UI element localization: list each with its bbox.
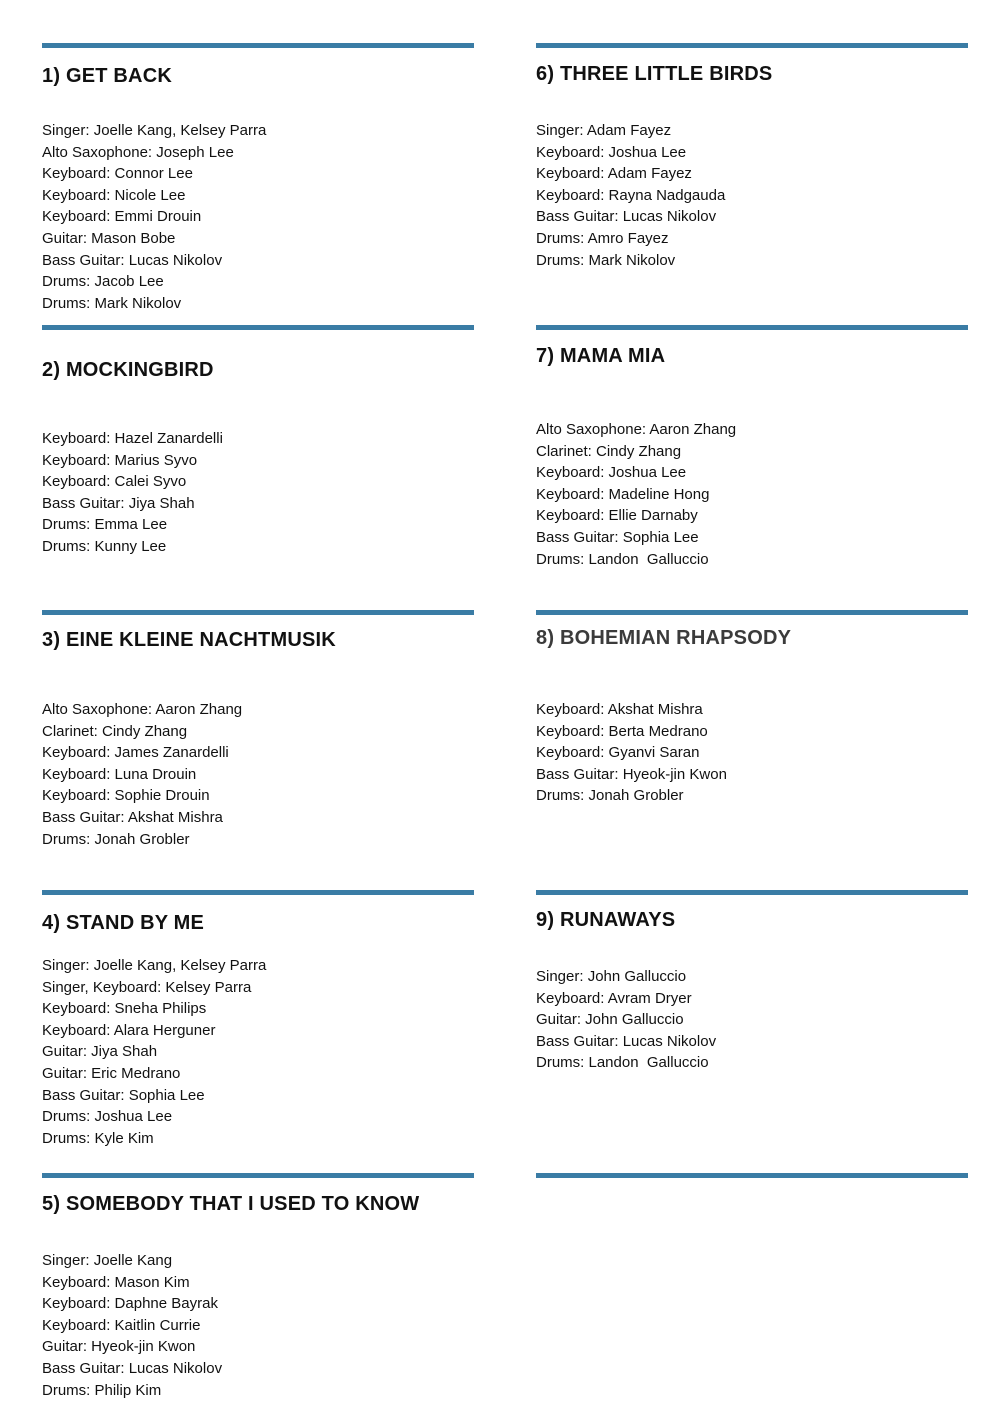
section-divider: [42, 43, 474, 48]
member-line: Bass Guitar: Sophia Lee: [536, 528, 699, 546]
section-divider: [536, 610, 968, 615]
song-title: 3) EINE KLEINE NACHTMUSIK: [42, 629, 336, 651]
song-section-1: [42, 43, 474, 312]
member-line: Drums: Joshua Lee: [42, 1108, 173, 1126]
member-line: Singer: Joelle Kang, Kelsey Parra: [42, 957, 267, 974]
member-line: Drums: Jonah Grobler: [42, 830, 190, 848]
section-divider: [42, 890, 474, 895]
member-line: Keyboard: Connor Lee: [42, 165, 193, 183]
member-list: [42, 120, 266, 314]
member-line: Alto Saxophone: Joseph Lee: [42, 143, 234, 161]
empty-section: [536, 1173, 968, 1178]
member-line: Drums: Jacob Lee: [42, 273, 164, 291]
member-line: Keyboard: Berta Medrano: [536, 722, 708, 740]
member-line: Clarinet: Cindy Zhang: [42, 722, 188, 740]
member-line: Bass Guitar: Lucas Nikolov: [536, 208, 717, 226]
member-line: Keyboard: Emmi Drouin: [42, 208, 202, 226]
member-list: [536, 120, 725, 271]
member-line: Keyboard: Sophie Drouin: [42, 787, 210, 805]
member-list: [42, 699, 242, 850]
member-line: Bass Guitar: Lucas Nikolov: [536, 1032, 717, 1050]
member-line: Drums: Jonah Grobler: [536, 787, 684, 805]
member-line: Drums: Amro Fayez: [536, 229, 669, 247]
song-title: 1) GET BACK: [42, 65, 172, 87]
member-line: Keyboard: Marius Syvo: [42, 451, 198, 469]
member-line: Keyboard: Rayna Nadgauda: [536, 186, 726, 204]
member-line: Keyboard: Gyanvi Saran: [536, 744, 700, 762]
member-line: Singer: Adam Fayez: [536, 122, 672, 139]
member-line: Keyboard: Alara Herguner: [42, 1021, 216, 1039]
member-list: [42, 955, 266, 1149]
member-line: Singer: John Galluccio: [536, 968, 687, 985]
member-list: [42, 428, 223, 558]
member-line: Guitar: John Galluccio: [536, 1011, 684, 1029]
member-line: Drums: Kyle Kim: [42, 1129, 154, 1147]
member-line: Keyboard: Madeline Hong: [536, 485, 710, 503]
member-line: Keyboard: Daphne Bayrak: [42, 1295, 218, 1313]
member-line: Bass Guitar: Lucas Nikolov: [42, 251, 223, 269]
member-line: Keyboard: Ellie Darnaby: [536, 507, 698, 525]
member-line: Singer, Keyboard: Kelsey Parra: [42, 978, 252, 996]
member-line: Bass Guitar: Akshat Mishra: [42, 808, 223, 826]
member-line: Keyboard: Mason Kim: [42, 1273, 190, 1291]
member-line: Drums: Mark Nikolov: [42, 294, 182, 312]
member-line: Singer: Joelle Kang: [42, 1252, 173, 1269]
member-list: [42, 1250, 222, 1401]
song-title: 6) THREE LITTLE BIRDS: [536, 63, 773, 85]
song-title: 5) SOMEBODY THAT I USED TO KNOW: [42, 1193, 420, 1215]
section-divider: [42, 325, 474, 330]
member-line: Keyboard: Nicole Lee: [42, 186, 186, 204]
member-line: Guitar: Hyeok-jin Kwon: [42, 1338, 196, 1356]
song-title: 2) MOCKINGBIRD: [42, 359, 214, 381]
section-divider: [536, 890, 968, 895]
section-divider: [536, 1173, 968, 1178]
song-section-5: [42, 1173, 474, 1399]
member-line: Alto Saxophone: Aaron Zhang: [42, 701, 243, 718]
member-line: Bass Guitar: Sophia Lee: [42, 1086, 205, 1104]
member-line: Singer: Joelle Kang, Kelsey Parra: [42, 122, 267, 139]
member-line: Keyboard: Luna Drouin: [42, 765, 197, 783]
song-title: 7) MAMA MIA: [536, 345, 666, 367]
member-line: Bass Guitar: Lucas Nikolov: [42, 1359, 223, 1377]
member-line: Drums: Emma Lee: [42, 516, 168, 534]
member-line: Keyboard: Adam Fayez: [536, 165, 692, 183]
song-title: 4) STAND BY ME: [42, 912, 205, 934]
song-title: 9) RUNAWAYS: [536, 909, 676, 931]
song-section-2: [42, 325, 474, 555]
member-line: Drums: Kunny Lee: [42, 537, 167, 555]
member-line: Drums: Philip Kim: [42, 1381, 162, 1399]
member-line: Drums: Landon Galluccio: [536, 550, 709, 568]
member-line: Bass Guitar: Jiya Shah: [42, 494, 195, 512]
song-section-6: [536, 43, 968, 269]
member-list: [536, 966, 716, 1074]
member-line: Bass Guitar: Hyeok-jin Kwon: [536, 765, 727, 783]
member-line: Guitar: Mason Bobe: [42, 229, 176, 247]
section-divider: [42, 610, 474, 615]
member-list: [536, 419, 736, 570]
song-section-4: [42, 890, 474, 1147]
member-list: [536, 699, 727, 807]
member-line: Drums: Mark Nikolov: [536, 251, 676, 269]
member-line: Keyboard: Joshua Lee: [536, 464, 687, 482]
member-line: Keyboard: Joshua Lee: [536, 143, 687, 161]
song-title: 8) BOHEMIAN RHAPSODY: [536, 627, 792, 649]
member-line: Keyboard: Akshat Mishra: [536, 701, 703, 718]
member-line: Guitar: Jiya Shah: [42, 1043, 158, 1061]
member-line: Clarinet: Cindy Zhang: [536, 442, 682, 460]
member-line: Alto Saxophone: Aaron Zhang: [536, 421, 737, 438]
member-line: Keyboard: Hazel Zanardelli: [42, 430, 223, 447]
member-line: Drums: Landon Galluccio: [536, 1054, 709, 1072]
song-section-7: [536, 325, 968, 568]
member-line: Keyboard: Sneha Philips: [42, 1000, 207, 1018]
member-line: Guitar: Eric Medrano: [42, 1064, 181, 1082]
member-line: Keyboard: Avram Dryer: [536, 989, 692, 1007]
section-divider: [536, 43, 968, 48]
member-line: Keyboard: James Zanardelli: [42, 744, 229, 762]
song-section-9: [536, 890, 968, 1072]
section-divider: [536, 325, 968, 330]
member-line: Keyboard: Calei Syvo: [42, 473, 187, 491]
member-line: Keyboard: Kaitlin Currie: [42, 1316, 201, 1334]
song-section-8: [536, 610, 968, 805]
song-section-3: [42, 610, 474, 848]
section-divider: [42, 1173, 474, 1178]
